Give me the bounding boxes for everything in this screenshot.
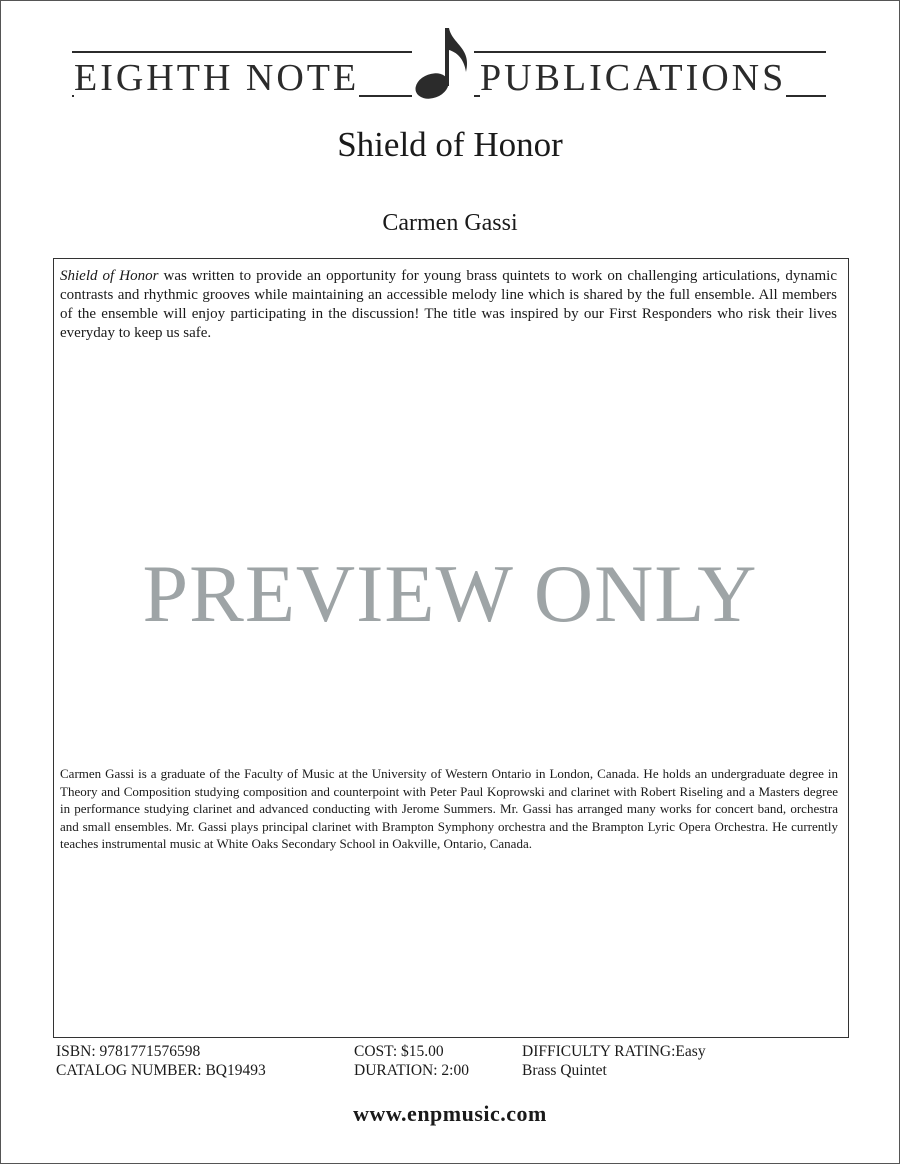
meta-column-2 bbox=[354, 1042, 469, 1080]
cost: COST: $15.00 bbox=[354, 1043, 444, 1060]
content-frame bbox=[53, 258, 849, 1038]
meta-column-3 bbox=[522, 1042, 706, 1080]
composer-name: Carmen Gassi bbox=[382, 210, 518, 236]
eighth-note-icon bbox=[412, 24, 474, 104]
isbn: ISBN: 9781771576598 bbox=[56, 1043, 201, 1060]
difficulty-rating: DIFFICULTY RATING:Easy bbox=[522, 1043, 706, 1060]
duration: DURATION: 2:00 bbox=[354, 1062, 469, 1079]
description-text: was written to provide an opportunity for young brass quintets to work on challenging articulations, dynamic contrasts and rhythmic grooves while maintaining an accessible melody line which is shared by the full ensemble. All members of the ensemble will enjoy participating in the discussion! The title was inspired by our First Responders who risk their lives everyday to keep us safe. bbox=[60, 268, 837, 341]
description-title-italic: Shield of Honor bbox=[60, 268, 159, 284]
piece-title: Shield of Honor bbox=[337, 125, 563, 164]
preview-watermark: PREVIEW ONLY bbox=[142, 548, 758, 639]
instrumentation: Brass Quintet bbox=[522, 1062, 607, 1079]
publisher-logo bbox=[72, 24, 826, 102]
meta-column-1 bbox=[56, 1042, 266, 1080]
website-link[interactable]: www.enpmusic.com bbox=[353, 1101, 547, 1126]
composer-bio: Carmen Gassi is a graduate of the Faculty of Music at the University of Western Ontario in London, Canada. He holds an undergraduate degree in Theory and Composition studying composition and counterpoint with Peter Paul Koprowski and clarinet with Robert Riseling and a Masters degree in performance studying clarinet and advanced conducting with Jerome Summers. Mr. Gassi has arranged many works for concert band, orchestra and small ensembles. Mr. Gassi plays principal clarinet with Brampton Symphony orchestra and the Brampton Lyric Opera Orchestra. He currently teaches instrumental music at White Oaks Secondary School in Oakville, Ontario, Canada. bbox=[60, 766, 838, 851]
logo-word-publications: PUBLICATIONS bbox=[480, 57, 787, 99]
catalog-number: CATALOG NUMBER: BQ19493 bbox=[56, 1062, 266, 1079]
logo-word-eighth-note: EIGHTH NOTE bbox=[74, 57, 360, 99]
piece-description bbox=[60, 267, 837, 343]
